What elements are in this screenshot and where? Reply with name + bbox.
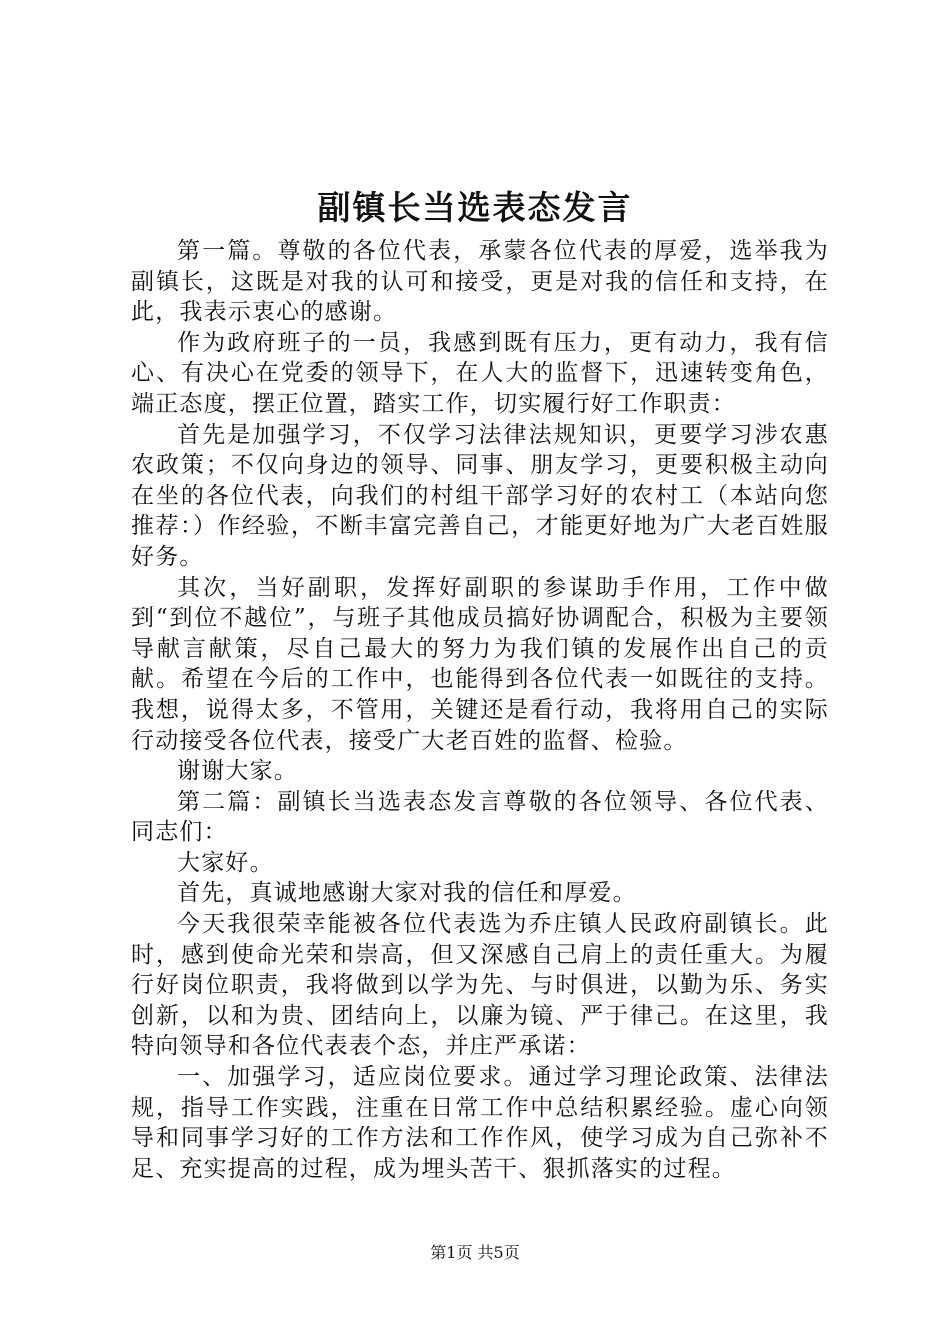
paragraph: 首先，真诚地感谢大家对我的信任和厚爱。 (177, 880, 637, 907)
page-number-footer: 第1页 共5页 (430, 1243, 520, 1262)
document-title: 副镇长当选表态发言 (317, 188, 633, 227)
paragraph: 大家好。 (177, 849, 274, 876)
paragraph: 一、加强学习，适应岗位要求。通过学习理论政策、法律法规，指导工作实践，注重在日常工作中总结积累经验。虚心向领导和同事学习好的工作方法和工作作风，使学习成为自己弥补不足、充实提高的过程，成为埋头苦干、狠抓落实的过程。 (131, 1064, 829, 1182)
paragraph: 第一篇。尊敬的各位代表，承蒙各位代表的厚爱，选举我为副镇长，这既是对我的认可和接受，更是对我的信任和支持，在此，我表示衷心的感谢。 (131, 238, 829, 326)
paragraph: 首先是加强学习，不仅学习法律法规知识，更要学习涉农惠农政策；不仅向身边的领导、同事、朋友学习，更要积极主动向在坐的各位代表，向我们的村组干部学习好的农村工（本站向您推荐：）作经验，不断丰富完善自己，才能更好地为广大老百姓服好务。 (131, 421, 829, 570)
paragraph: 其次，当好副职，发挥好副职的参谋助手作用，工作中做到“到位不越位”，与班子其他成员搞好协调配合，积极为主要领导献言献策，尽自己最大的努力为我们镇的发展作出自己的贡献。希望在今后的工作中，也能得到各位代表一如既往的支持。我想，说得太多，不管用，关键还是看行动，我将用自己的实际行动接受各位代表，接受广大老百姓的监督、检验。 (131, 574, 829, 754)
paragraph: 第二篇：副镇长当选表态发言尊敬的各位领导、各位代表、同志们： (131, 788, 829, 846)
paragraph: 作为政府班子的一员，我感到既有压力，更有动力，我有信心、有决心在党委的领导下，在人大的监督下，迅速转变角色，端正态度，摆正位置，踏实工作，切实履行好工作职责： (131, 329, 829, 417)
paragraph: 今天我很荣幸能被各位代表选为乔庄镇人民政府副镇长。此时，感到使命光荣和崇高，但又深感自己肩上的责任重大。为履行好岗位职责，我将做到以学为先、与时俱进，以勤为乐、务实创新，以和为贵、团结向上，以廉为镜、严于律己。在这里，我特向领导和各位代表表个态，并庄严承诺： (131, 911, 829, 1060)
document-body (131, 236, 829, 1184)
paragraph: 谢谢大家。 (177, 758, 298, 785)
